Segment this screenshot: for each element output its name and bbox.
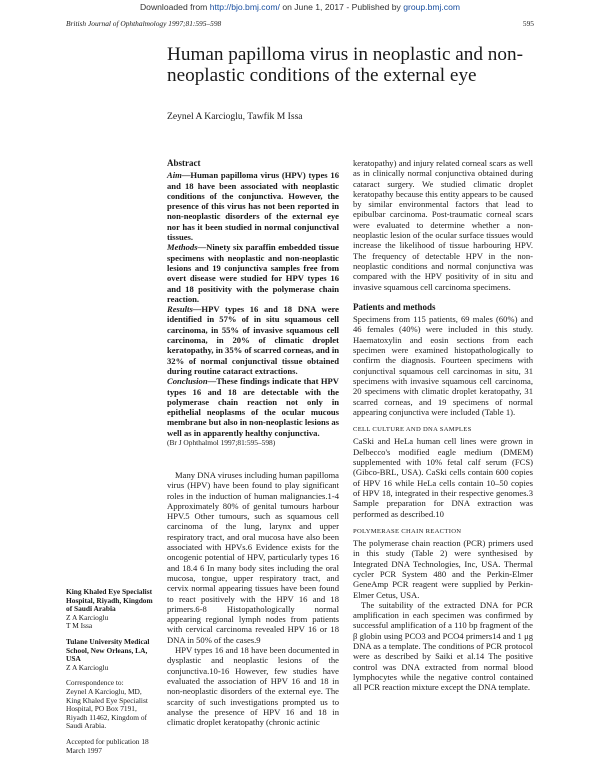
patients-methods-heading: Patients and methods	[353, 301, 436, 312]
affiliation-1-name: King Khaled Eye Specialist Hospital, Riyadh, Kingdom of Saudi Arabia	[66, 587, 153, 614]
affiliation-2-person: Z A Karcioglu	[66, 662, 109, 672]
abstract-citation: (Br J Ophthalmol 1997;81:595–598)	[167, 438, 276, 448]
journal-citation: 1997;81:595–598	[168, 19, 222, 28]
publisher-link[interactable]: group.bmj.com	[403, 2, 461, 12]
cell-culture-heading: CELL CULTURE AND DNA SAMPLES	[353, 426, 472, 434]
abstract-heading: Abstract	[167, 158, 201, 168]
accepted-date: Accepted for publication 18 March 1997	[66, 736, 149, 755]
abstract-conclusion: Conclusion—These findings indicate that HPV types 16 and 18 are detectable with the polymerase chain reaction not only in epithelial neoplasms of the ocular mucous membrane but also in non-neoplastic lesions as well as in apparently healthy conjunctiva.	[167, 376, 339, 438]
page-number: 595	[522, 19, 534, 28]
intro-paragraph: Many DNA viruses including human papilloma virus (HPV) have been found to play significant roles in the induction of human malignancies.1-4 Approximately 80% of genital tumours harbour HPV.5 Other tumours, such as squamous cell carcinoma of the lung, larynx and upper respiratory tract, and oral mucosa have also been associated with HPVs.6 Evidence exists for the oncogenic potential of HPV, particularly types 16 and 18.4 6 In many body sites including the oral mucosa, tongue, upper respiratory tract, and cervix normal appearing tissues have been found to react positively with the HPV 16 and 18 primers.6-8 Histopathologically normal appearing regional lymph nodes from patients with cervical carcinoma revealed HPV 16 or 18 DNA in 50% of the cases.9	[167, 470, 339, 645]
pcr-paragraph-1: The polymerase chain reaction (PCR) primers used in this study (Table 2) were synthesised by Integrated DNA Technologies, Inc, USA. Thermal cycler PCR System 480 and the Perkin-Elmer GeneAmp PCR reagent were supplied by Perkin-Elmer Cetus, USA.	[353, 538, 533, 600]
affiliation-1-person: Z A Karcioglu	[66, 612, 109, 622]
journal-name: British Journal of Ophthalmology	[66, 19, 167, 28]
article-title: Human papilloma virus in neoplastic and non-neoplastic conditions of the external eye	[167, 44, 523, 86]
abstract-results: Results—HPV types 16 and 18 DNA were identified in 57% of in situ squamous cell carcinoma, in 55% of invasive squamous cell carcinoma, in 20% of climatic droplet keratopathy, in 35% of scarred corneas, and in 32% of normal conjunctival tissue obtained during routine cataract extractions.	[167, 304, 339, 376]
journal-url-link[interactable]: http://bjo.bmj.com/	[209, 2, 280, 12]
abstract-methods: Methods—Ninety six paraffin embedded tissue specimens with neoplastic and non-neoplastic lesions and 19 conjunctiva samples free from overt disease were studied for HPV types 16 and 18 positivity with the polymerase chain reaction.	[167, 242, 339, 304]
affiliations	[66, 588, 158, 755]
article-authors: Zeynel A Karcioglu, Tawfik M Issa	[167, 111, 303, 122]
patients-paragraph: Specimens from 115 patients, 69 males (60%) and 46 females (40%) were included in this study. Haematoxylin and eosin sections from each specimen were examined histopathologically to confirm the diagnosis. Fourteen specimens with conjunctival squamous cell carcinomas in situ, 31 specimens with invasive squamous cell carcinoma, 20 specimens with climatic droplet keratopathy, 31 scarred corneas, and 19 specimens of normal appearing conjunctiva were included (Table 1).	[353, 314, 533, 417]
download-prefix: Downloaded from	[139, 2, 208, 12]
intro-paragraph: HPV types 16 and 18 have been documented in dysplastic and neoplastic lesions of the conjunctiva.10-16 However, few studies have evaluated the association of HPV 16 and 18 in non-neoplastic disorders of the external eye. The scarcity of such investigations prompted us to analyse the presence of HPV 16 and 18 in climatic droplet keratopathy (chronic actinic	[167, 645, 339, 728]
correspondence-label: Correspondence to:	[66, 678, 124, 688]
intro-continuation: keratopathy) and injury related corneal scars as well as in clinically normal conjunctiva obtained during cataract surgery. We studied climatic droplet keratopathy because this entity appears to be caused by similar environmental factors that lead to epibulbar carcinoma. Post-traumatic corneal scars were evaluated to determine whether a non-neoplastic lesion of the ocular surface tissues would increase the likelihood of tissue harbouring HPV. The frequency of detectable HPV in the non-neoplastic conditions and normal conjunctiva was compared with the HPV positivity of in situ and invasive squamous cell carcinoma specimens.	[353, 158, 533, 292]
cell-culture-paragraph: CaSki and HeLa human cell lines were grown in Delbecco's modified eagle medium (DMEM) supplemented with 10% fetal calf serum (FCS) (Gibco-BRL, USA). CaSki cells contain 600 copies of HPV 16 while HeLa cells contain 10–50 copies of HPV 18, integrated in their respective genomes.3 Sample preparation for DNA extraction was performed as described.10	[353, 436, 533, 519]
journal-header	[66, 19, 221, 28]
affiliation-1-person: T M Issa	[66, 621, 93, 631]
abstract-aim: Aim—Human papilloma virus (HPV) types 16 and 18 have been associated with neoplastic conditions of the conjunctiva. However, the presence of this virus has not been reported in non-neoplastic disorders of the external eye nor has it been studied in normal conjunctival tissues.	[167, 170, 339, 243]
right-column	[353, 158, 533, 693]
affiliation-2-name: Tulane University Medical School, New Orleans, LA, USA	[66, 636, 150, 664]
download-middle: on June 1, 2017 - Published by	[282, 2, 401, 12]
abstract	[167, 158, 339, 448]
pcr-paragraph-2: The suitability of the extracted DNA for PCR amplification in each specimen was confirmed by successful amplification of a 110 bp fragment of the β globin using PCO3 and PCO4 primers14 and 1 μg DNA as a template. The conditions of PCR protocol were as described by Saiki et al.14 The positive control was DNA extracted from normal blood lymphocytes while the negative control contained all PCR reaction mixture except the DNA template.	[353, 599, 533, 693]
correspondence-text: Zeynel A Karcioglu, MD, King Khaled Eye Specialist Hospital, PO Box 7191, Riyadh 11462, Kingdom of Saudi Arabia.	[66, 686, 148, 731]
pcr-heading: POLYMERASE CHAIN REACTION	[353, 527, 462, 535]
introduction	[167, 470, 339, 727]
download-bar	[0, 2, 600, 12]
